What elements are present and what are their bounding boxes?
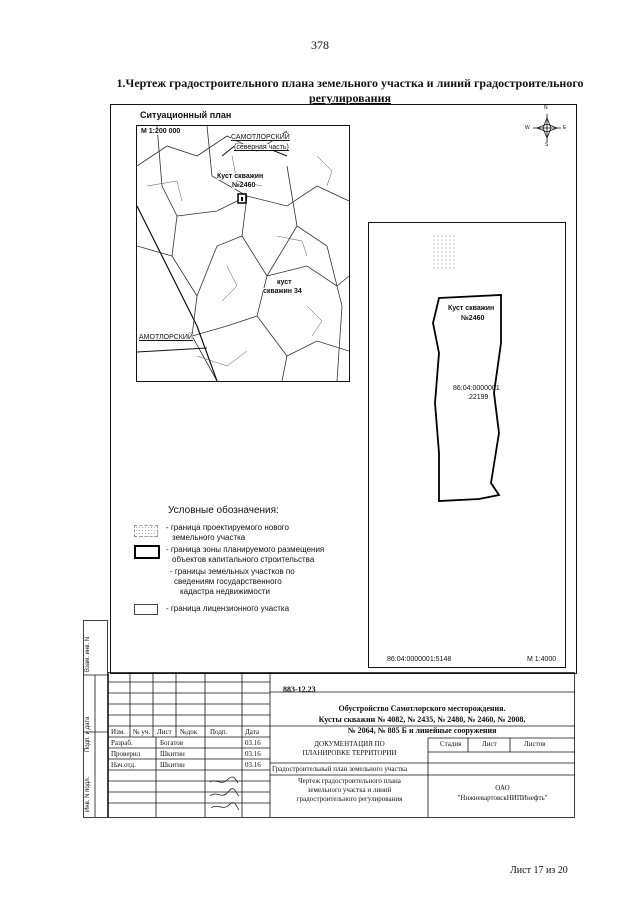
page-number: 378 xyxy=(311,38,329,52)
pad-label-line-1: Куст скважин xyxy=(217,173,264,180)
stamp-header-list: Лист xyxy=(157,728,172,736)
cadastral-number-2: :22199 xyxy=(467,394,489,401)
stamp-row-name-2: Шкитин xyxy=(160,750,185,758)
situation-scale: М 1:200 000 xyxy=(141,128,181,135)
stamp-sheet-header: Лист xyxy=(482,740,497,748)
legend-item-4: - граница лицензионного участка xyxy=(166,604,290,613)
stamp-row-role-3: Нач.отд. xyxy=(111,761,136,769)
stamp-header-uch: № уч. xyxy=(133,728,151,736)
stamp-row-date-1: 03.16 xyxy=(245,739,261,747)
situation-plan-title: Ситуационный план xyxy=(140,110,232,120)
stamp-row-date-3: 03.16 xyxy=(245,761,261,769)
stamp-row-name-1: Богатов xyxy=(160,739,184,747)
stamp-code: 883-12.23 xyxy=(283,685,316,694)
stamp-left-label-3: Инв. N подл. xyxy=(85,776,91,812)
stamp-left-label-2: Подп. и дата xyxy=(85,716,91,752)
pad34-label-line-1: куст xyxy=(277,279,292,286)
cadastral-number-bottom: 86:04:0000001:5148 xyxy=(387,656,452,663)
stamp-row-role-2: Проверил xyxy=(111,750,141,758)
sheet-footer: Лист 17 из 20 xyxy=(510,865,568,876)
legend-item-3: - границы земельных участков по сведениям государственного кадастра недвижимости xyxy=(170,567,295,596)
compass-e: E xyxy=(563,125,567,131)
stamp-left-label-1: Взам. инв. N xyxy=(85,636,91,672)
detail-map xyxy=(368,222,566,668)
stamp-header-date: Дата xyxy=(245,728,259,736)
heading-line-2: регулирования xyxy=(309,91,391,105)
compass-w: W xyxy=(525,125,530,131)
cadastral-number-1: 86:04:0000001 xyxy=(453,385,500,392)
stamp-doc-title: ДОКУМЕНТАЦИЯ ПО ПЛАНИРОВКЕ ТЕРРИТОРИИ xyxy=(302,740,397,757)
stamp-row-name-3: Шкитин xyxy=(160,761,185,769)
field-name-2: АМОТЛОРСКИЙ xyxy=(139,334,193,341)
stamp-sheet-title: Чертеж градостроительного плана земельного участка и линий градостроительного регулирования xyxy=(296,777,403,803)
field-subname: (северная часть) xyxy=(234,144,289,151)
stamp-sheets-header: Листов xyxy=(524,740,546,748)
stamp-project: Обустройство Самотлорского месторождения. Кусты скважин № 4082, № 2435, № 2480, № 2460, № 2008, № 2064, № 885 Б и линейные сооружения xyxy=(318,704,526,735)
field-name: САМОТЛОРСКИЙ xyxy=(231,134,290,141)
compass-s: S xyxy=(545,142,549,148)
situation-map-roads xyxy=(137,126,349,381)
detail-scale: М 1:4000 xyxy=(527,656,557,663)
legend-title: Условные обозначения: xyxy=(168,505,279,516)
stamp-row-role-1: Разраб. xyxy=(111,739,133,747)
heading-line-1: 1.Чертеж градостроительного плана земельного участка и линий градостроительного xyxy=(116,76,584,90)
north-arrow-icon xyxy=(525,105,567,148)
compass-n: N xyxy=(544,105,548,111)
legend-symbol-license xyxy=(134,604,158,615)
detail-pad-label-2: №2460 xyxy=(461,315,485,322)
legend-symbol-new-plot xyxy=(134,525,158,537)
stamp-organization: ОАО "НижневартовскНИПИнефть" xyxy=(457,784,548,802)
stamp-header-doc: №док xyxy=(180,728,198,736)
detail-pad-label-1: Куст скважин xyxy=(448,305,495,312)
stamp-header-podp: Подп. xyxy=(210,728,228,736)
detail-map-drawing xyxy=(369,223,565,667)
pad-label-line-2: №2460 xyxy=(232,182,256,189)
stamp-plan-title: Градостроительный план земельного участка xyxy=(272,765,408,773)
situation-map xyxy=(136,125,350,382)
pad34-label-line-2: скважин 34 xyxy=(263,288,302,295)
legend-item-2: - граница зоны планируемого размещения объектов капитального строительства xyxy=(166,545,325,564)
stamp-row-date-2: 03.16 xyxy=(245,750,261,758)
page-heading xyxy=(100,76,600,106)
legend-symbol-zone xyxy=(134,545,160,559)
legend-item-1: - граница проектируемого нового земельного участка xyxy=(166,523,289,542)
stamp-header-izm: Изм. xyxy=(111,728,125,736)
stamp-stage-header: Стадия xyxy=(440,740,462,748)
